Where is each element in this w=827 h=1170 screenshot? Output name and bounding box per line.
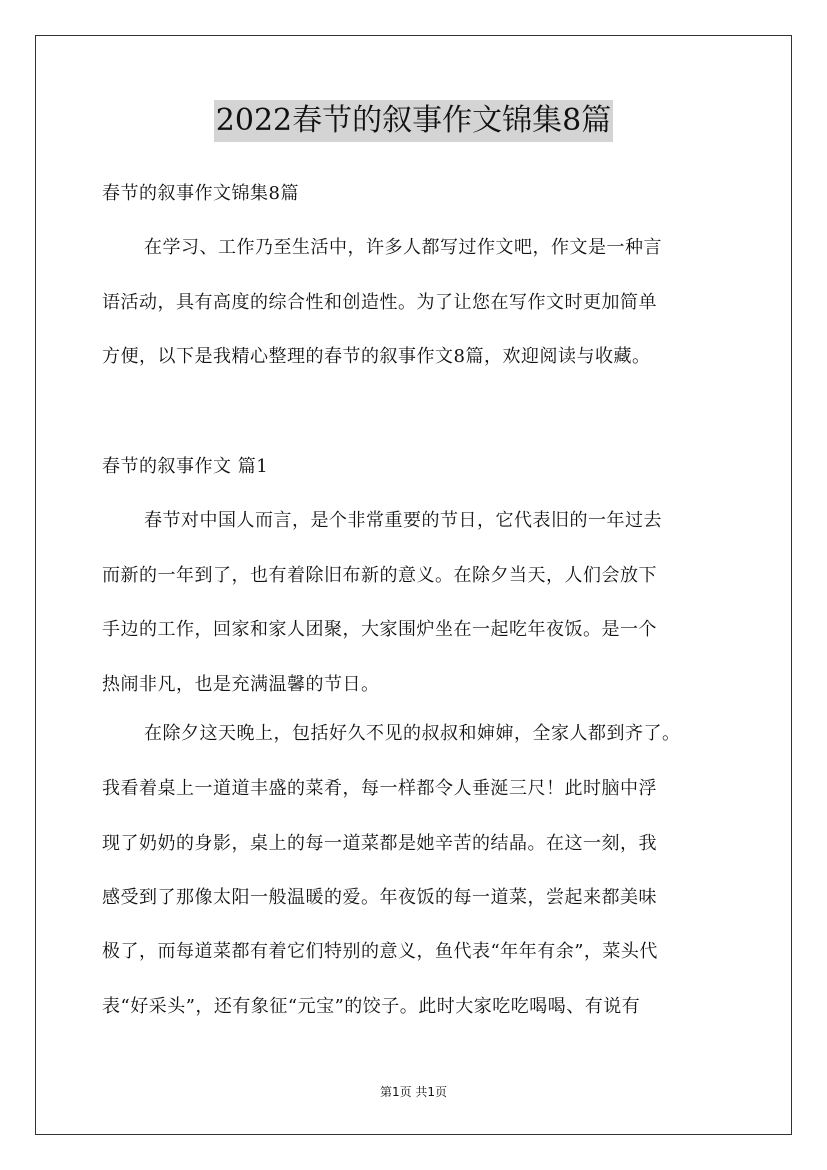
- intro-line-3: 方便，以下是我精心整理的春节的叙事作文8篇，欢迎阅读与收藏。: [102, 346, 651, 367]
- page-footer: 第1页 共1页: [379, 1085, 448, 1099]
- paragraph2-line-2: 我看着桌上一道道丰盛的菜肴，每一样都令人垂涎三尺！此时脑中浮: [102, 778, 657, 799]
- document-title: 2022春节的叙事作文锦集8篇: [214, 100, 613, 142]
- intro-line-1: 在学习、工作乃至生活中，许多人都写过作文吧，作文是一种言: [144, 237, 662, 258]
- title-block: [0, 100, 827, 142]
- paragraph2-line-5: 极了，而每道菜都有着它们特别的意义，鱼代表“年年有余”，菜头代: [102, 941, 658, 962]
- section-heading: 春节的叙事作文 篇1: [102, 456, 269, 477]
- paragraph1-line-2: 而新的一年到了，也有着除旧布新的意义。在除夕当天，人们会放下: [102, 565, 657, 586]
- paragraph2-line-4: 感受到了那像太阳一般温暖的爱。年夜饭的每一道菜，尝起来都美味: [102, 887, 657, 908]
- paragraph2-line-3: 现了奶奶的身影，桌上的每一道菜都是她辛苦的结晶。在这一刻，我: [102, 833, 657, 854]
- paragraph1-line-3: 手边的工作，回家和家人团聚，大家围炉坐在一起吃年夜饭。是一个: [102, 619, 657, 640]
- document-subtitle: 春节的叙事作文锦集8篇: [102, 183, 299, 204]
- paragraph2-line-1: 在除夕这天晚上，包括好久不见的叔叔和婶婶，全家人都到齐了。: [144, 723, 681, 744]
- paragraph2-line-6: 表“好采头”，还有象征“元宝”的饺子。此时大家吃吃喝喝、有说有: [102, 996, 641, 1017]
- intro-line-2: 语活动，具有高度的综合性和创造性。为了让您在写作文时更加简单: [102, 292, 657, 313]
- paragraph1-line-4: 热闹非凡，也是充满温馨的节日。: [102, 674, 380, 695]
- paragraph1-line-1: 春节对中国人而言，是个非常重要的节日，它代表旧的一年过去: [144, 510, 662, 531]
